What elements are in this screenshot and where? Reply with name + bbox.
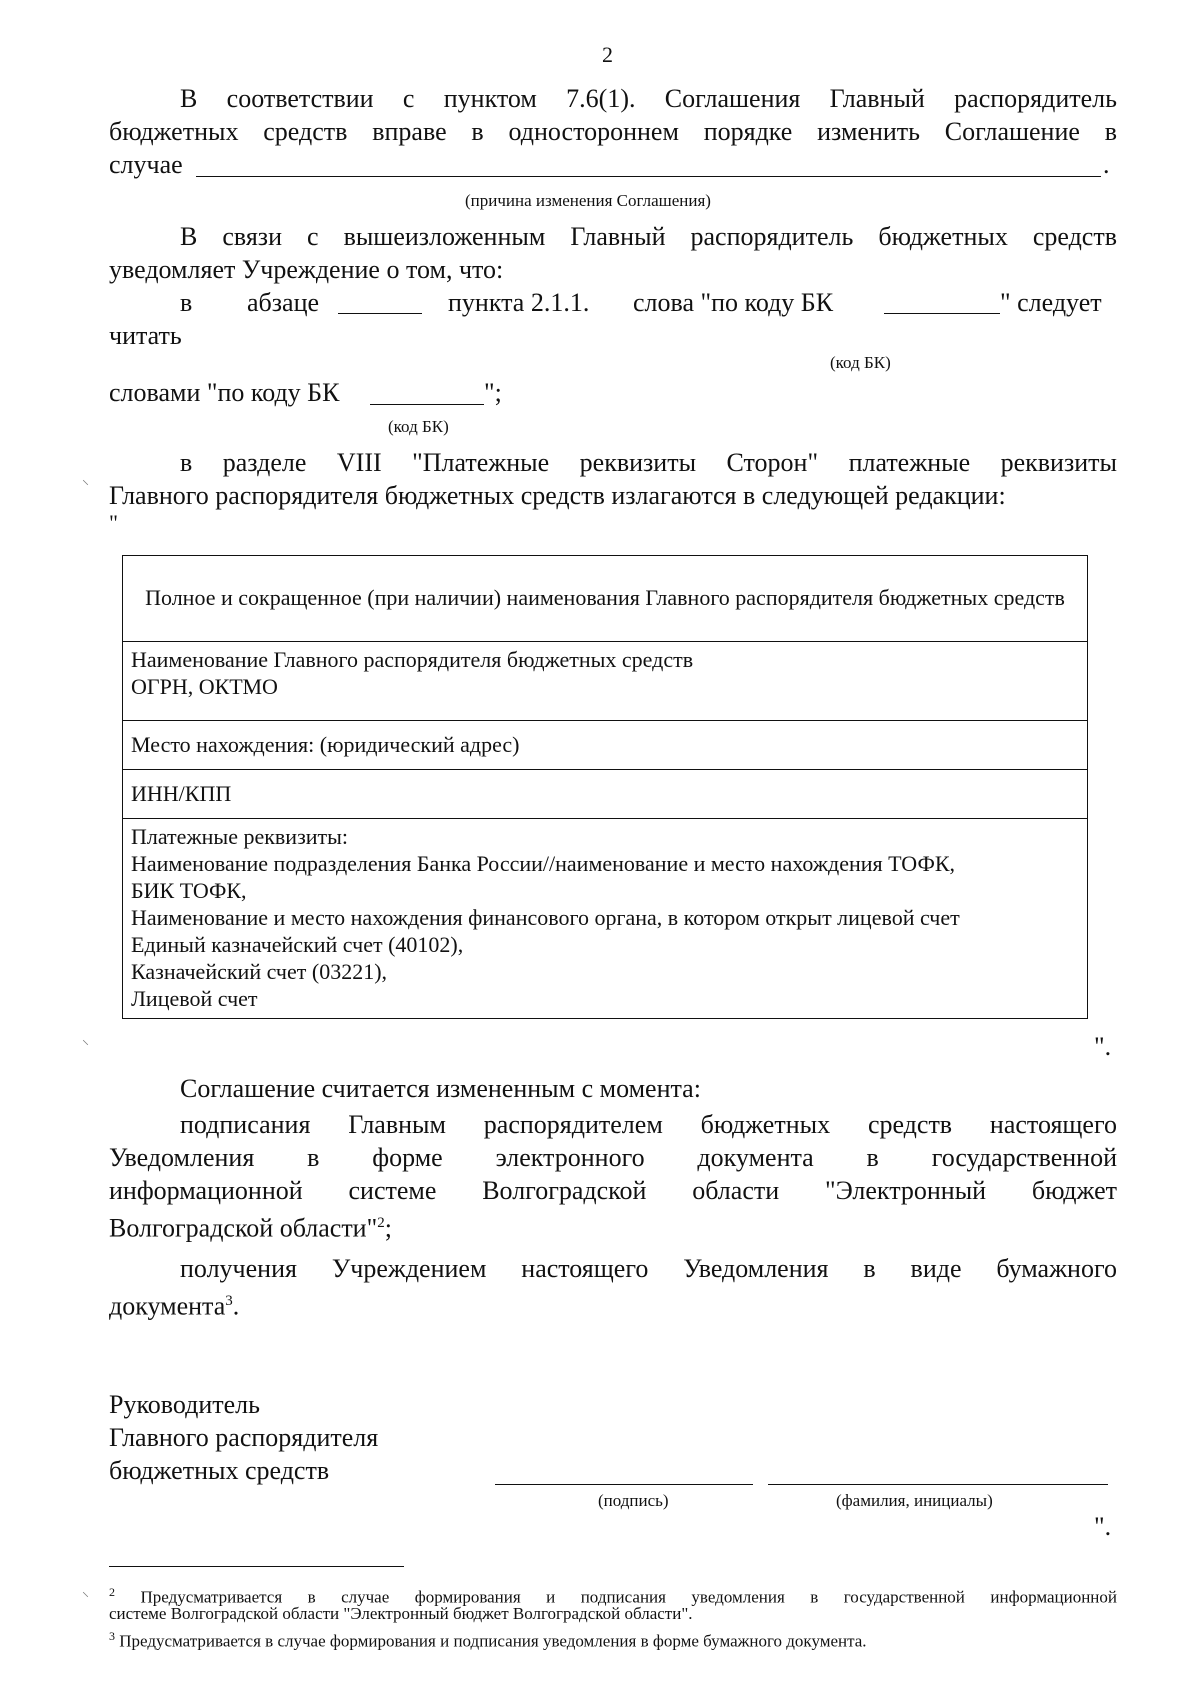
signature-title-line3: бюджетных средств bbox=[109, 1456, 330, 1485]
payment-line: Единый казначейский счет (40102), bbox=[131, 932, 464, 957]
table-row bbox=[123, 721, 1088, 770]
footnote-ref-2: 2 bbox=[377, 1215, 385, 1231]
sub2-line1: получения Учреждением настоящего Уведомления в виде бумажного bbox=[180, 1254, 1117, 1283]
para1-line3-lead: случае bbox=[109, 150, 183, 179]
sub1-line4-text: Волгоградской области" bbox=[109, 1213, 378, 1243]
para1-line3-end: . bbox=[1103, 150, 1110, 179]
table-row bbox=[123, 556, 1088, 642]
para3-line3-lead: словами "по коду БК bbox=[109, 378, 340, 407]
para2-line2: уведомляет Учреждение о том, что: bbox=[109, 255, 504, 284]
sub2-line2-text: документа bbox=[109, 1291, 226, 1321]
old-bk-code-caption: (код БК) bbox=[830, 353, 891, 372]
name-caption: (фамилия, инициалы) bbox=[836, 1491, 993, 1510]
sub2-end: . bbox=[232, 1291, 240, 1321]
new-bk-code-blank bbox=[370, 404, 484, 405]
payment-line: Наименование подразделения Банка России//наименование и место нахождения ТОФК, bbox=[131, 851, 956, 876]
open-quote: " bbox=[109, 510, 118, 535]
signature-close-quote: ". bbox=[1094, 1512, 1112, 1541]
payment-line: Казначейский счет (03221), bbox=[131, 959, 388, 984]
table-row bbox=[123, 642, 1088, 721]
para5-line1: Соглашение считается измененным с момента: bbox=[180, 1074, 701, 1103]
para3-word-v: в bbox=[180, 288, 193, 317]
para1-line1: В соответствии с пунктом 7.6(1). Соглашения Главный распорядитель bbox=[180, 84, 1117, 113]
para3-word-sleduet: " следует bbox=[1000, 288, 1102, 317]
para3-word-punkt: пункта 2.1.1. bbox=[448, 288, 590, 317]
signature-blank-line bbox=[495, 1484, 753, 1485]
signature-caption: (подпись) bbox=[598, 1491, 669, 1510]
para3-line3-end: "; bbox=[484, 378, 502, 407]
table-cell-address: Место нахождения: (юридический адрес) bbox=[123, 721, 1088, 770]
para4-line2: Главного распорядителя бюджетных средств излагаются в следующей редакции: bbox=[109, 481, 1006, 510]
reason-blank-line bbox=[196, 176, 1101, 177]
footnote-3 bbox=[109, 1626, 867, 1652]
sub1-end: ; bbox=[384, 1213, 392, 1243]
sub1-line4 bbox=[109, 1207, 392, 1245]
reason-caption: (причина изменения Соглашения) bbox=[465, 191, 711, 210]
footnote-separator bbox=[109, 1566, 404, 1567]
table-close-quote: ". bbox=[1094, 1032, 1112, 1061]
old-bk-code-blank bbox=[884, 313, 1000, 314]
requisites-table bbox=[122, 555, 1088, 1019]
table-row bbox=[123, 770, 1088, 819]
ogrn-oktmo-line: ОГРН, ОКТМО bbox=[131, 674, 278, 699]
para3-word-slova: слова "по коду БК bbox=[633, 288, 834, 317]
payment-line: Наименование и место нахождения финансового органа, в котором открыт лицевой счет bbox=[131, 905, 960, 930]
para2-line1: В связи с вышеизложенным Главный распорядитель бюджетных средств bbox=[180, 222, 1117, 251]
sub1-line2: Уведомления в форме электронного документа в государственной bbox=[109, 1143, 1117, 1172]
signature-title-line1: Руководитель bbox=[109, 1390, 260, 1419]
footnote-ref-3: 3 bbox=[225, 1293, 233, 1309]
scan-mark: ⸜ bbox=[82, 1033, 89, 1048]
page-number: 2 bbox=[602, 42, 613, 67]
sub1-line1: подписания Главным распорядителем бюджетных средств настоящего bbox=[180, 1110, 1117, 1139]
new-bk-code-caption: (код БК) bbox=[388, 417, 449, 436]
scan-mark: ⸜ bbox=[82, 1585, 89, 1600]
footnote-3-text: Предусматривается в случае формирования и подписания уведомления в форме бумажного документа. bbox=[119, 1631, 867, 1651]
payment-line: БИК ТОФК, bbox=[131, 878, 247, 903]
table-header-cell: Полное и сокращенное (при наличии) наименования Главного распорядителя бюджетных средств bbox=[123, 556, 1088, 642]
payment-line: Платежные реквизиты: bbox=[131, 824, 349, 849]
para3-word-abzac: абзаце bbox=[247, 288, 320, 317]
name-line: Наименование Главного распорядителя бюджетных средств bbox=[131, 647, 694, 672]
scan-mark: ⸜ bbox=[82, 473, 89, 488]
footnote-2-text: Предусматривается в случае формирования и подписания уведомления в государственной информационной bbox=[140, 1587, 1117, 1607]
sub1-line3: информационной системе Волгоградской области "Электронный бюджет bbox=[109, 1176, 1117, 1205]
name-blank-line bbox=[768, 1484, 1108, 1485]
signature-title-line2: Главного распорядителя bbox=[109, 1423, 379, 1452]
para3-line2: читать bbox=[109, 321, 182, 350]
para1-line2: бюджетных средств вправе в одностороннем порядке изменить Соглашение в bbox=[109, 117, 1117, 146]
sub2-line2 bbox=[109, 1285, 239, 1323]
para4-line1: в разделе VIII "Платежные реквизиты Сторон" платежные реквизиты bbox=[180, 448, 1117, 477]
footnote-mark-3: 3 bbox=[109, 1629, 115, 1643]
footnote-mark-2: 2 bbox=[109, 1585, 115, 1599]
table-cell-payment-details bbox=[123, 819, 1088, 1019]
paragraph-number-blank bbox=[338, 313, 422, 314]
payment-line: Лицевой счет bbox=[131, 986, 258, 1011]
footnote-2-line2: системе Волгоградской области "Электронный бюджет Волгоградской области". bbox=[109, 1604, 693, 1623]
table-row bbox=[123, 819, 1088, 1019]
table-cell-inn-kpp: ИНН/КПП bbox=[123, 770, 1088, 819]
table-cell-name bbox=[123, 642, 1088, 721]
